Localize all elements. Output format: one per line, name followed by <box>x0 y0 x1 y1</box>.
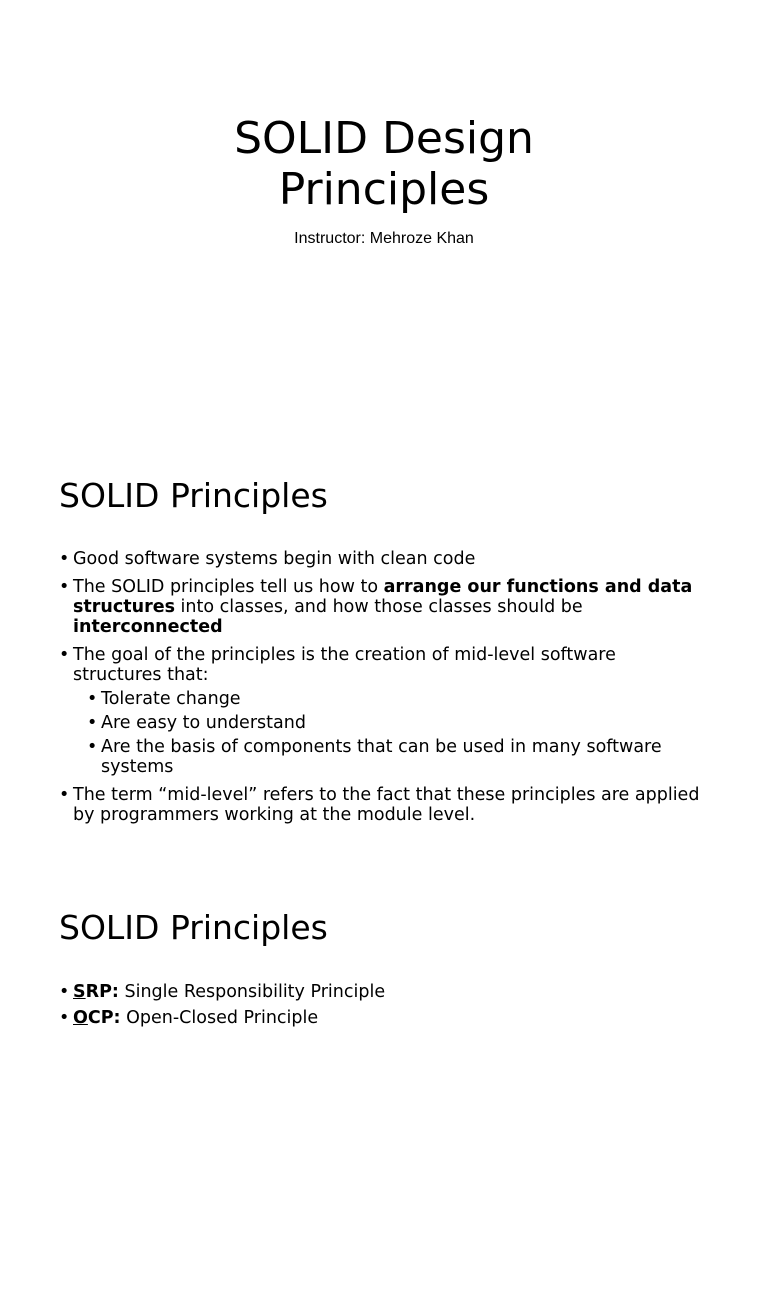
title-slide <box>0 0 768 432</box>
sub-bullet-item: • Tolerate change <box>73 689 709 709</box>
slide-heading: SOLID Principles <box>59 908 328 947</box>
bullet-list <box>59 549 709 833</box>
bullet-item <box>59 577 709 637</box>
bullet-text: The SOLID principles tell us how to <box>73 577 384 597</box>
principle-description: Open-Closed Principle <box>120 1008 319 1028</box>
slide-heading: SOLID Principles <box>59 476 328 515</box>
title-line-1: SOLID Design <box>234 113 534 164</box>
bullet-item <box>59 645 709 777</box>
sub-bullet-list <box>73 689 709 777</box>
principle-description: Single Responsibility Principle <box>118 982 386 1002</box>
principle-initial: O <box>73 1008 88 1028</box>
instructor-subtitle: Instructor: Mehroze Khan <box>294 230 474 247</box>
principle-initial: S <box>73 982 86 1002</box>
overview-slide <box>0 432 768 864</box>
sub-bullet-item: • Are the basis of components that can be used in many software systems <box>73 737 709 777</box>
principles-slide <box>0 864 768 1296</box>
presentation-title <box>0 113 768 215</box>
title-line-2: Principles <box>278 164 490 215</box>
bullet-text: into classes, and how those classes should be <box>174 597 583 617</box>
bullet-bold-text: arrange our functions and data structures <box>73 577 693 617</box>
bullet-item <box>59 785 709 825</box>
sub-bullet-item: • Are easy to understand <box>73 713 709 733</box>
principle-list <box>59 982 709 1034</box>
principle-item-ocp <box>59 1008 709 1028</box>
principle-acronym-rest: CP: <box>87 1008 121 1028</box>
bullet-text: The goal of the principles is the creation of mid-level software structures that: <box>73 645 616 685</box>
bullet-text: Good software systems begin with clean code <box>73 549 476 569</box>
principle-acronym-rest: RP: <box>85 982 119 1002</box>
bullet-item <box>59 549 709 569</box>
principle-item-srp <box>59 982 709 1002</box>
bullet-bold-text: interconnected <box>73 617 223 637</box>
bullet-text: The term “mid-level” refers to the fact that these principles are applied by programmers working at the module level. <box>73 785 700 825</box>
